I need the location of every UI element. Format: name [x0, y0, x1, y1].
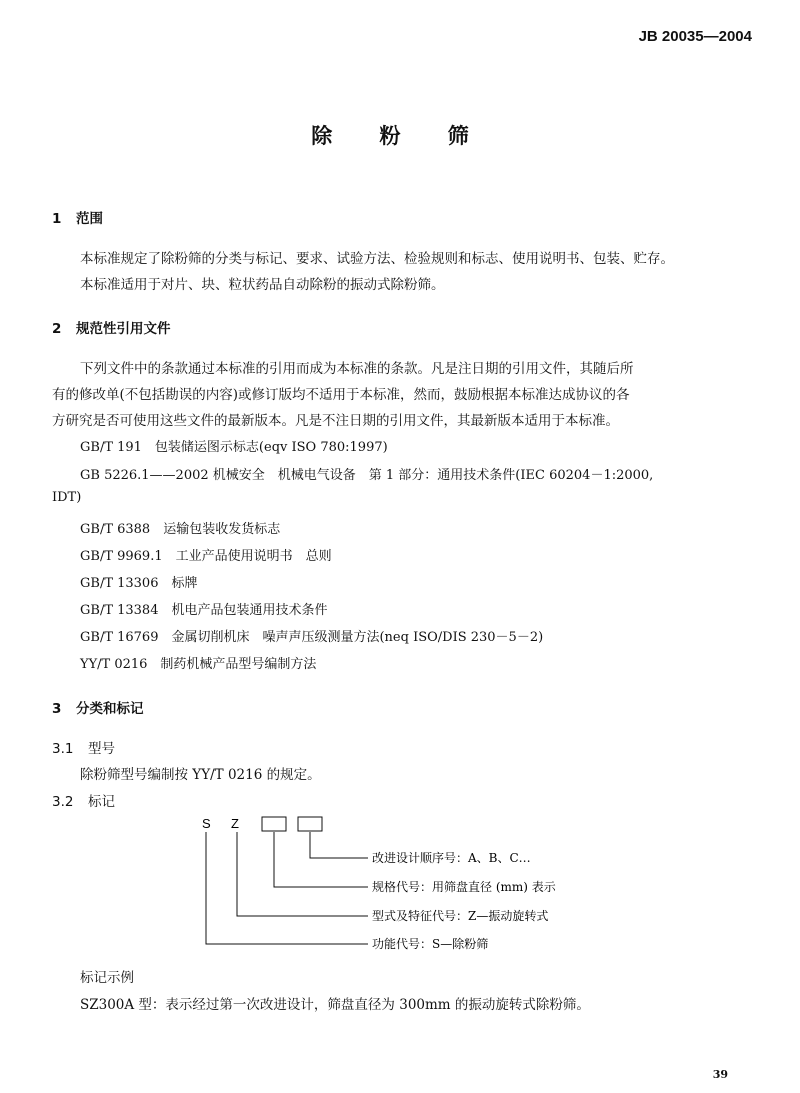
code-letter-z: Z [231, 816, 239, 831]
reference-item: YY/T 0216 制药机械产品型号编制方法 [80, 657, 317, 672]
section-number: 2 [52, 321, 62, 337]
subsection-number: 3.2 [52, 794, 74, 810]
paragraph: 本标准规定了除粉筛的分类与标记、要求、试验方法、检验规则和标志、使用说明书、包装、贮存。 [80, 251, 674, 267]
reference-item: GB/T 6388 运输包装收发货标志 [80, 522, 281, 537]
section-number: 3 [52, 701, 62, 717]
section-1-heading [52, 207, 103, 227]
subsection-3-2-heading [52, 790, 115, 810]
standard-number: JB 20035—2004 [638, 28, 752, 45]
paragraph-line: 方研究是否可使用这些文件的最新版本。凡是不注日期的引用文件，其最新版本适用于本标准。 [52, 413, 619, 429]
document-title: 除 粉 筛 [311, 124, 489, 148]
subsection-3-1-heading [52, 737, 115, 757]
section-2-heading [52, 317, 171, 337]
reference-item: GB 5226.1——2002 机械安全 机械电气设备 第 1 部分：通用技术条件(IEC 60204－1:2000, [80, 468, 654, 483]
subsection-title: 型号 [88, 741, 115, 757]
reference-item-continuation: IDT) [52, 490, 82, 505]
paragraph: 除粉筛型号编制按 YY/T 0216 的规定。 [80, 767, 321, 783]
section-title: 规范性引用文件 [76, 321, 171, 337]
reference-item: GB/T 191 包装储运图示标志(eqv ISO 780:1997) [80, 440, 388, 455]
paragraph: 本标准适用于对片、块、粒状药品自动除粉的振动式除粉筛。 [80, 277, 445, 293]
reference-item: GB/T 13306 标牌 [80, 576, 198, 591]
revision-code-box [298, 817, 322, 831]
model-code-diagram [0, 810, 800, 960]
reference-item: GB/T 9969.1 工业产品使用说明书 总则 [80, 549, 332, 564]
subsection-title: 标记 [88, 794, 115, 810]
leader-lines [206, 832, 368, 944]
label-revision-sequence: 改进设计顺序号：A、B、C… [372, 851, 531, 865]
page-number: 39 [712, 1068, 728, 1081]
section-title: 分类和标记 [76, 701, 144, 717]
paragraph-line: 下列文件中的条款通过本标准的引用而成为本标准的条款。凡是注日期的引用文件，其随后所 [80, 361, 634, 377]
label-spec-code: 规格代号：用筛盘直径 (mm) 表示 [372, 880, 556, 894]
code-letter-s: S [202, 816, 211, 831]
paragraph-line: 有的修改单(不包括勘误的内容)或修订版均不适用于本标准，然而，鼓励根据本标准达成协议的各 [52, 387, 630, 403]
section-title: 范围 [76, 211, 103, 227]
label-function-code: 功能代号：S—除粉筛 [372, 937, 489, 951]
section-3-heading [52, 697, 144, 717]
example-heading: 标记示例 [80, 970, 134, 986]
section-number: 1 [52, 211, 62, 227]
spec-code-box [262, 817, 286, 831]
subsection-number: 3.1 [52, 741, 74, 757]
label-type-code: 型式及特征代号：Z—振动旋转式 [372, 909, 549, 923]
reference-item: GB/T 13384 机电产品包装通用技术条件 [80, 603, 328, 618]
example-text: SZ300A 型：表示经过第一次改进设计，筛盘直径为 300mm 的振动旋转式除粉筛。 [80, 997, 590, 1013]
reference-item: GB/T 16769 金属切削机床 噪声声压级测量方法(neq ISO/DIS 230－5－2) [80, 630, 544, 645]
